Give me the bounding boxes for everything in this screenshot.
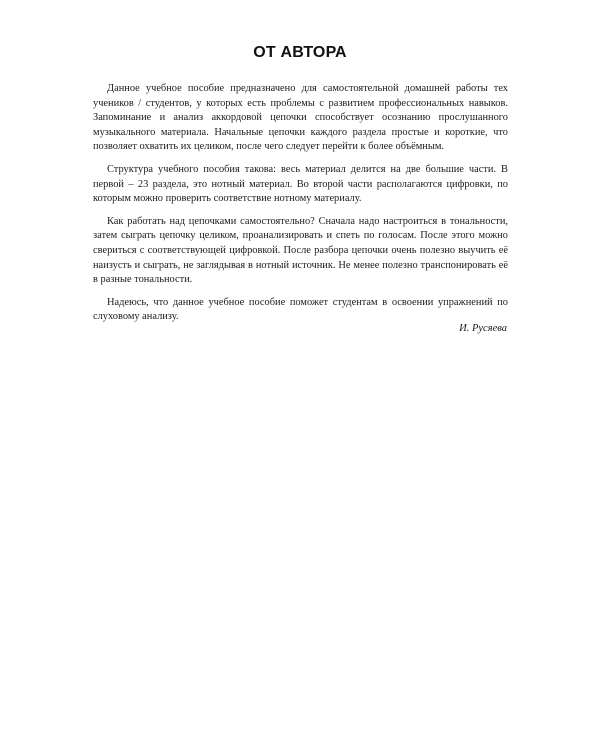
paragraph-closing: Надеюсь, что данное учебное пособие поможет студентам в освоении упражнений по слуховому анализу. (93, 296, 508, 323)
paragraph-intro: Данное учебное пособие предназначено для самостоятельной домашней работы тех учеников / студентов, у которых есть проблемы с развитием профессиональных навыков. Запоминание и анализ аккордовой цепочки способствует осознанию прослушанного музыкального материала. Начальные цепочки каждого раздела простые и короткие, что позволяет охватить их целиком, после чего следует перейти к более объёмным. (93, 83, 508, 153)
body-text (93, 82, 508, 333)
page-title: ОТ АВТОРА (253, 44, 347, 61)
paragraph-method: Как работать над цепочками самостоятельно? Сначала надо настроиться в тональности, затем сыграть цепочку целиком, проанализировать и спеть по голосам. После этого можно свериться с соответствующей цифровкой. После разбора цепочки очень полезно выучить её наизусть и сыграть, не заглядывая в нотный источник. Не менее полезно транспонировать её в разные тональности. (93, 215, 508, 286)
author-signature: И. Русяева (459, 323, 507, 334)
paragraph-structure: Структура учебного пособия такова: весь материал делится на две большие части. В первой – 23 раздела, это нотный материал. Во второй части располагаются цифровки, по которым можно проверить соответствие нотному материалу. (93, 163, 508, 205)
